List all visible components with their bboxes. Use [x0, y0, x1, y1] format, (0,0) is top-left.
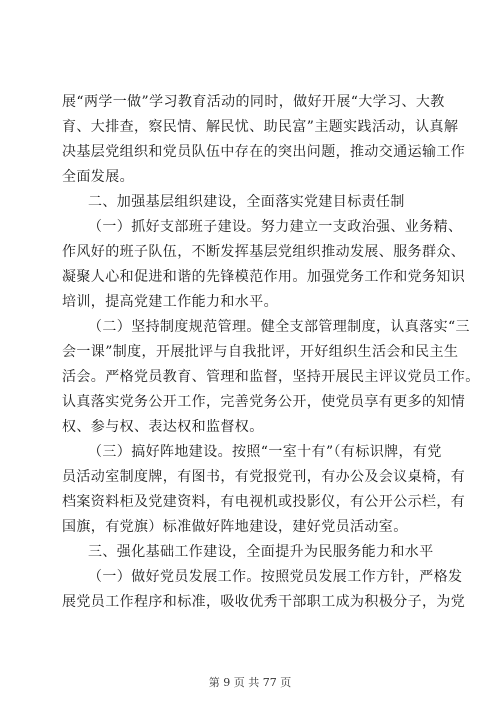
section-heading: 三、强化基础工作建设，全面提升为民服务能力和水平 — [88, 544, 434, 560]
section-heading: 二、加强基层组织建设，全面落实党建目标责任制 — [88, 194, 405, 210]
text-line: （三）搞好阵地建设。按照“一室十有”（有标识牌，有党 — [88, 444, 442, 460]
text-line: 活会。严格党员教育、管理和监督，坚持开展民主评议党员工作。 — [62, 369, 480, 385]
text-line: 展党员工作程序和标准，吸收优秀干部职工成为积极分子，为党 — [62, 594, 466, 610]
text-line: 培训，提高党建工作能力和水平。 — [62, 294, 278, 310]
text-line: 育、大排查，察民情、解民忧、助民富”主题实践活动，认真解 — [62, 119, 459, 135]
text-line: 作风好的班子队伍，不断发挥基层党组织推动发展、服务群众、 — [62, 244, 466, 260]
text-line: 全面发展。 — [62, 169, 134, 185]
text-line: 认真落实党务公开工作，完善党务公开，使党员享有更多的知情 — [62, 394, 466, 410]
text-line: （一）做好党员发展工作。按照党员发展工作方针，严格发 — [88, 569, 463, 585]
text-line: （二）坚持制度规范管理。健全支部管理制度，认真落实“三 — [88, 319, 470, 335]
text-line: （一）抓好支部班子建设。努力建立一支政治强、业务精、 — [88, 219, 463, 235]
text-line: 档案资料柜及党建资料，有电视机或投影仪，有公开公示栏，有 — [62, 494, 466, 510]
page-number-footer: 第 9 页 共 77 页 — [208, 676, 292, 689]
text-line: 权、参与权、表达权和监督权。 — [62, 419, 264, 435]
text-line: 会一课”制度，开展批评与自我批评，开好组织生活会和民主生 — [62, 344, 459, 360]
document-body — [62, 90, 480, 615]
text-line: 国旗，有党旗）标准做好阵地建设，建好党员活动室。 — [62, 519, 408, 535]
text-line: 展“两学一做”学习教育活动的同时，做好开展“大学习、大教 — [62, 94, 445, 110]
text-line: 决基层党组织和党员队伍中存在的突出问题，推动交通运输工作 — [62, 144, 466, 160]
text-line: 员活动室制度牌，有图书，有党报党刊，有办公及会议桌椅，有 — [62, 469, 466, 485]
text-line: 凝聚人心和促进和谐的先锋模范作用。加强党务工作和党务知识 — [62, 269, 466, 285]
